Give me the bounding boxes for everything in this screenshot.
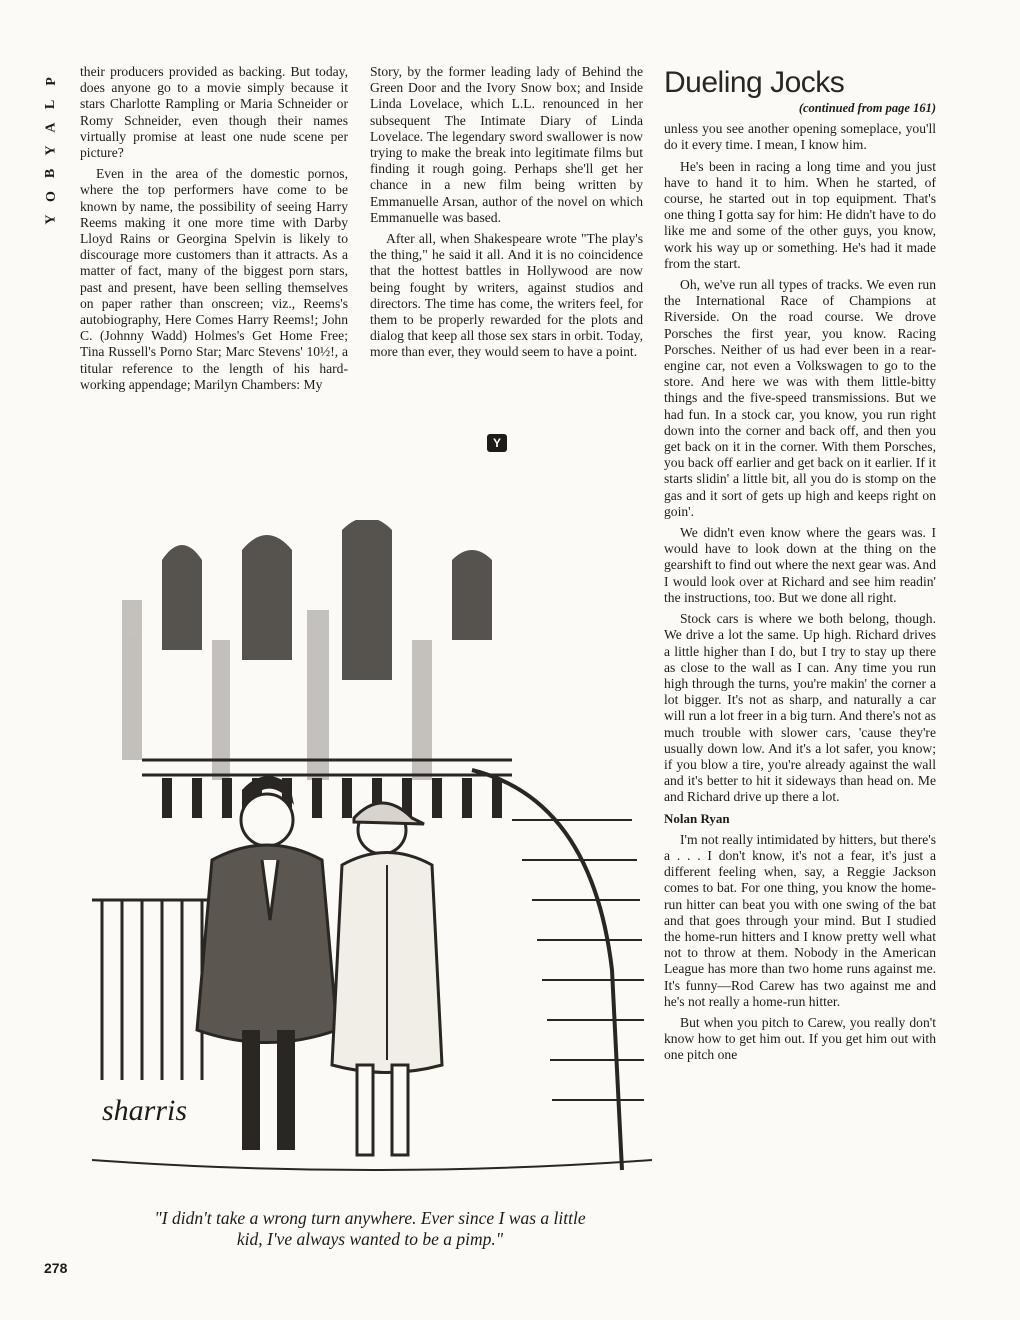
cartoon-signature: sharris (102, 1094, 188, 1127)
paragraph: We didn't even know where the gears was. I would have to look down at the thing on the gearshift to find out where the next gear was. And I would look over at Richard and see him readin' the instructions, too. But we done all right. (664, 525, 936, 605)
paragraph: Even in the area of the domestic pornos, where the top performers have come to be known by name, the possibility of seeing Harry Reems making it one more time with Darby Lloyd Rains or Georgina Spelvin is likely to discourage more customers than it attracts. As a matter of fact, many of the biggest porn stars, past and present, have been selling themselves on paper rather than onscreen; viz., Reems's autobiography, Here Comes Harry Reems!; John C. (Johnny Wadd) Holmes's Get Home Free; Tina Russell's Porno Star; Marc Stevens' 10½!, a titular reference to the length of his hard-working appendage; Marilyn Chambers: My (80, 166, 348, 392)
left-article-column-2 (370, 64, 643, 366)
end-mark-icon: Y (487, 434, 507, 452)
continued-line: (continued from page 161) (798, 101, 936, 115)
logo-letter: B (43, 168, 59, 179)
logo-letter: Y (43, 214, 59, 225)
paragraph: He's been in racing a long time and you just have to hand it to him. When he started, of course, he started out in top equipment. That's one thing I gotta say for him: He didn't have to do like me and some of the other guys, you know, work his way up or something. He's had it made from the start. (664, 158, 936, 271)
magazine-vertical-logo (40, 70, 62, 231)
left-article-column-1 (80, 64, 348, 398)
paragraph: I'm not really intimidated by hitters, but there's a . . . I don't know, it's not a fear, it's just a different feeling when, say, a Reggie Jackson comes to bat. For one thing, you know the home-run hitter can beat you with one swing of the bat and that goes through your mind. But I studied the home-run hitters and I know pretty well what not to throw at them. Nobody in the American League has more than two home runs against me. It's funny—Rod Carew has two against me and he's not really a home-run hitter. (664, 831, 936, 1009)
right-article-column (664, 66, 936, 1069)
page-number: 278 (44, 1260, 68, 1276)
paragraph: their producers provided as backing. But today, does anyone go to a movie simply because it stars Charlotte Rampling or Maria Schneider or Romy Schneider, even though their names virtually promise at least one nude scene per picture? (80, 64, 348, 161)
logo-letter: L (43, 99, 59, 110)
paragraph: After all, when Shakespeare wrote "The play's the thing," he said it all. And it is no coincidence that the hottest battles in Hollywood are now being fought by writers, against studios and directors. The time has come, the writers feel, for them to be properly rewarded for the plots and dialog that keep all those sex stars in orbit. Today, more than ever, they would seem to have a point. (370, 231, 643, 360)
paragraph: unless you see another opening someplace, you'll do it every time. I mean, I know him. (664, 121, 936, 153)
logo-letter: A (43, 122, 59, 133)
logo-letter: Y (43, 145, 59, 156)
cartoon-caption: "I didn't take a wrong turn anywhere. Ever since I was a little kid, I've always wanted to be a pimp." (154, 1208, 586, 1249)
logo-letter: P (43, 77, 59, 86)
subhead: Nolan Ryan (664, 810, 730, 826)
article-title: Dueling Jocks (664, 66, 845, 99)
paragraph: But when you pitch to Carew, you really don't know how to get him out. If you get him out with one pitch one (664, 1014, 936, 1063)
paragraph: Story, by the former leading lady of Behind the Green Door and the Ivory Snow box; and Inside Linda Lovelace, which L.L. renounced in her subsequent The Intimate Diary of Linda Lovelace. The legendary sword swallower is now trying to make the break into legitimate films but finding it rough going. Perhaps she'll get her chance in a new film being written by Emmanuelle Arsan, author of the novel on which Emmanuelle was based. (370, 64, 643, 225)
paragraph: Stock cars is where we both belong, though. We drive a lot the same. Up high. Richard drives a little higher than I do, but I try to stay up there as close to the wall as I can. Any time you run high through the turns, you're makin' the corner a lot bigger. It's not as sharp, and naturally a car will run a lot freer in a big turn. And there's not as much trouble with slower cars, 'cause they're usually down low. And it's a lot safer, you know; if you blow a tire, you're already against the wall and it's better to hit it sideways than head on. Me and Richard drive up there a lot. (664, 611, 936, 805)
cartoon-illustration (92, 520, 652, 1200)
paragraph: Oh, we've run all types of tracks. We even run the International Race of Champions at Riverside. On the road course. We drove Porsches the first year, you know. Racing Porsches. Neither of us had ever been in a rear-engine car, not even a Volkswagen to go to the store. And here we was with them little-bitty things and the five-speed transmissions. But we had fun. In a stock car, you know, you run right down into the corner and back off, and then you get back on it in the corner. With them Porsches, you back off earlier and get back on it earlier. If it starts slidin' a little bit, all you do is stomp on the gas and it sort of gets up high and keeps right on goin'. (664, 277, 936, 519)
logo-letter: O (43, 191, 59, 202)
